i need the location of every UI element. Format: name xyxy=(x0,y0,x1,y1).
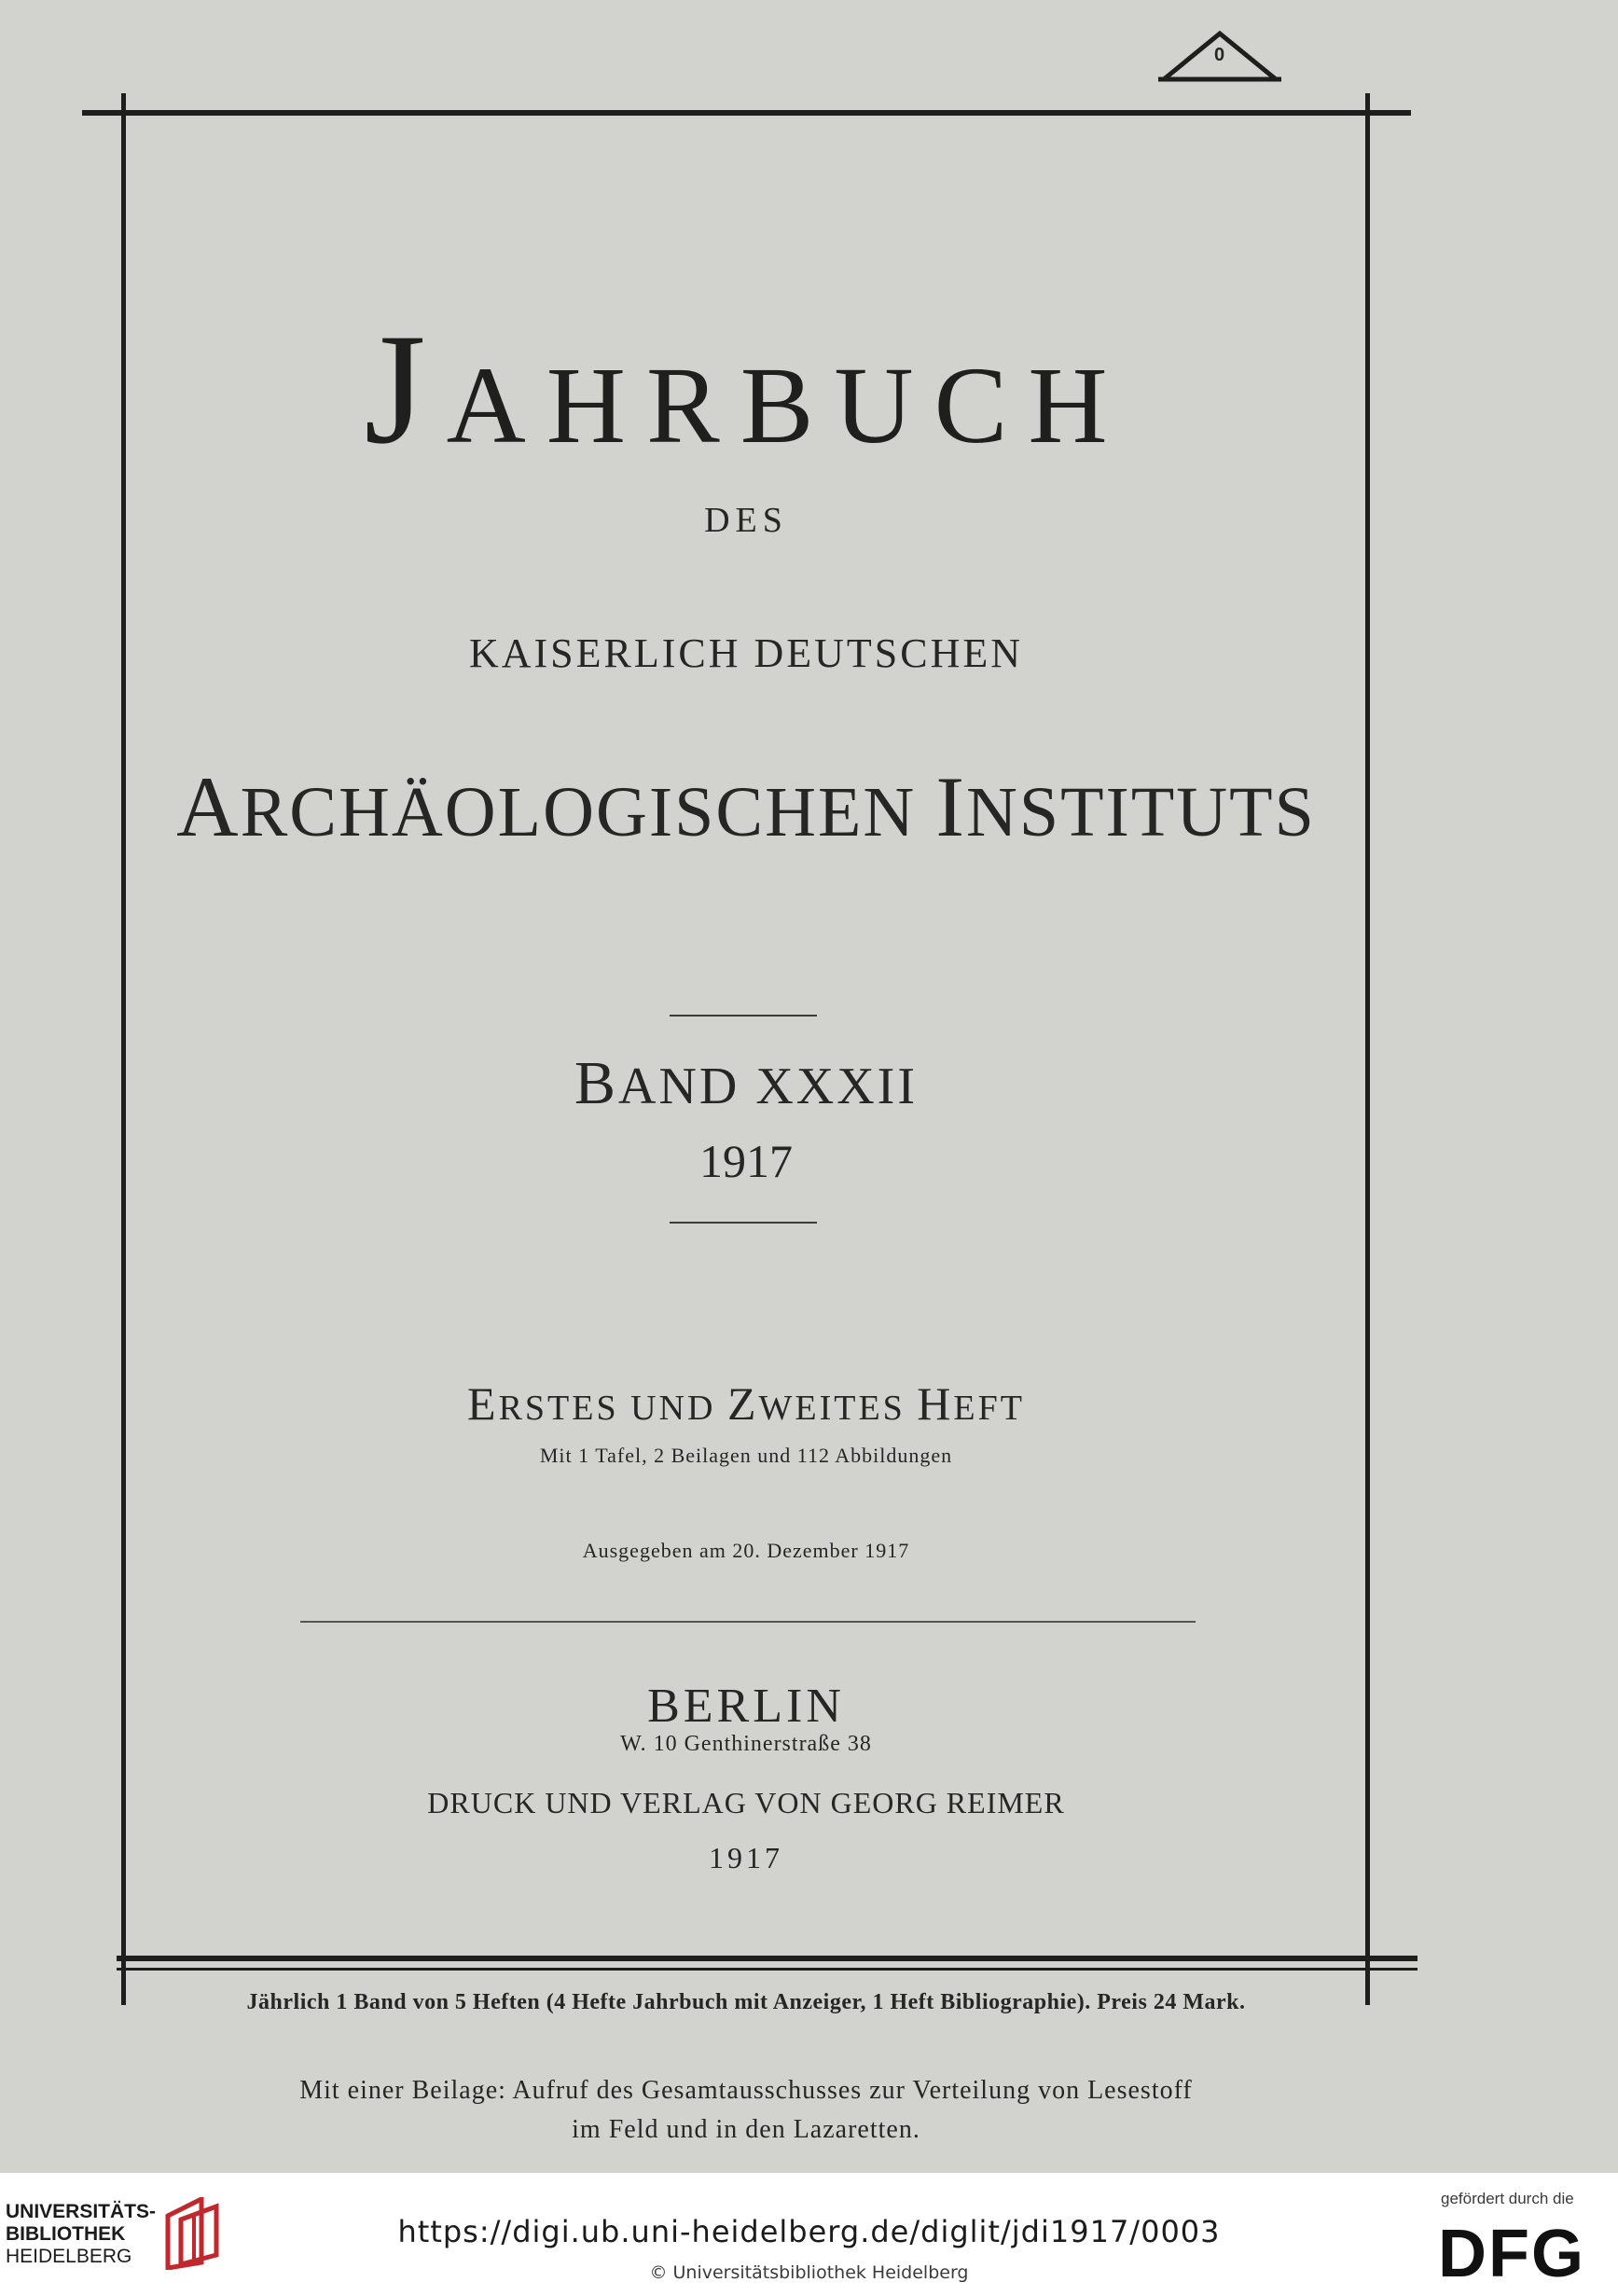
title-initial: J xyxy=(364,301,447,477)
issue-word-3: EFT xyxy=(953,1389,1025,1428)
short-rule-top xyxy=(670,1015,817,1017)
publisher-name: DRUCK UND VERLAG VON GEORG REIMER xyxy=(427,1786,1065,1819)
publisher-city: BERLIN xyxy=(647,1680,845,1733)
volume-rest: AND XXXII xyxy=(618,1058,918,1115)
library-name-line-2: BIBLIOTHEK xyxy=(6,2223,126,2245)
long-rule xyxy=(300,1621,1196,1623)
supplement-line-1: Mit einer Beilage: Aufruf des Gesamtausschusses zur Verteilung von Lesestoff xyxy=(299,2076,1193,2105)
institute-initial-i: I xyxy=(935,759,966,854)
title-rest: AHRBUCH xyxy=(446,344,1128,466)
copyright-notice: © Universitätsbibliothek Heidelberg xyxy=(649,2262,969,2283)
title-kaiserlich: KAISERLICH DEUTSCHEN xyxy=(468,630,1024,676)
issue-initial-e: E xyxy=(467,1377,499,1430)
publisher-address: W. 10 Genthinerstraße 38 xyxy=(620,1732,872,1756)
issue-initial-h: H xyxy=(917,1377,954,1430)
subscription-note: Jährlich 1 Band von 5 Heften (4 Hefte Jahrbuch mit Anzeiger, 1 Heft Bibliographie). Preis 24 Mark. xyxy=(246,1990,1246,2014)
institute-word-2: NSTITUTS xyxy=(965,773,1316,851)
dfg-logo[interactable]: DFG xyxy=(1438,2217,1585,2291)
volume-number xyxy=(0,1048,1492,1119)
issue-word-1: RSTES UND xyxy=(498,1389,727,1428)
library-name-line-1: UNIVERSITÄTS- xyxy=(6,2201,157,2222)
institute-word-1: RCHÄOLOGISCHEN xyxy=(240,773,936,851)
title-institute xyxy=(0,757,1492,856)
viewer-footer xyxy=(0,2173,1618,2296)
title-des: DES xyxy=(704,501,788,540)
institute-initial-a: A xyxy=(176,759,241,854)
issue-initial-z: Z xyxy=(726,1377,759,1430)
page-marker-label: 0 xyxy=(1214,45,1225,65)
issue-title xyxy=(0,1376,1492,1431)
library-name-line-3: HEIDELBERG xyxy=(6,2246,132,2267)
issue-word-2: WEITES xyxy=(758,1389,918,1428)
frame-bottom-rule xyxy=(117,1956,1417,1961)
short-rule-bottom xyxy=(670,1222,817,1224)
volume-initial: B xyxy=(574,1049,619,1117)
page-title xyxy=(0,298,1492,480)
issue-contents: Mit 1 Tafel, 2 Beilagen und 112 Abbildungen xyxy=(539,1444,953,1467)
page-url-link[interactable]: https://digi.ub.uni-heidelberg.de/diglit/jdi1917/0003 xyxy=(397,2214,1221,2249)
issue-date: Ausgegeben am 20. Dezember 1917 xyxy=(582,1539,910,1562)
volume-year: 1917 xyxy=(699,1135,793,1187)
frame-top-rule xyxy=(82,110,1411,116)
frame-bottom-rule-thin xyxy=(117,1968,1417,1971)
funding-note: gefördert durch die xyxy=(1441,2190,1574,2207)
publication-year: 1917 xyxy=(709,1841,783,1874)
supplement-line-2: im Feld und in den Lazaretten. xyxy=(572,2115,920,2144)
